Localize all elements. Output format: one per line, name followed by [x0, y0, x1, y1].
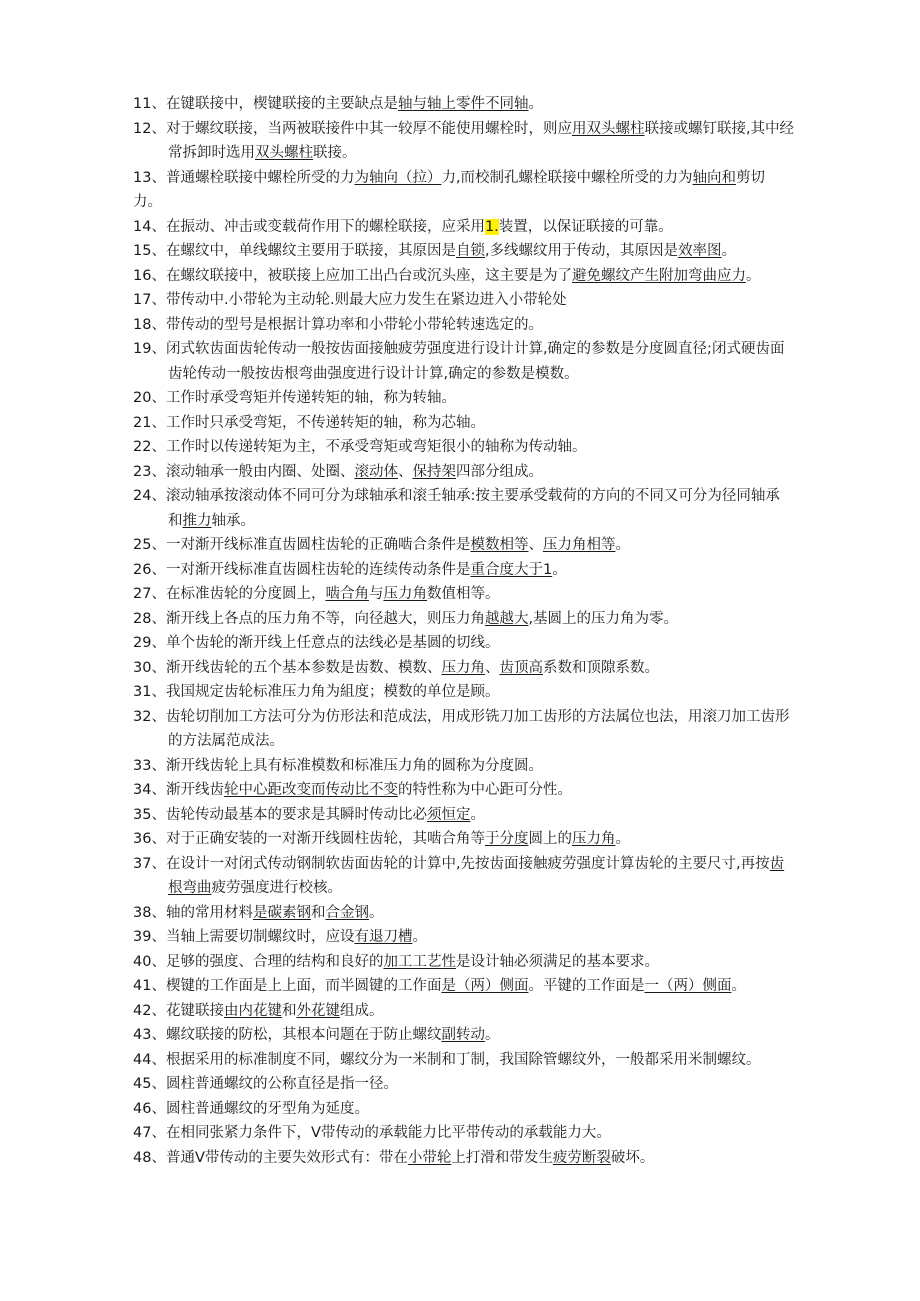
underlined-answer: 压力角 — [441, 659, 485, 676]
list-item — [133, 288, 833, 313]
underlined-answer: 合金钢 — [325, 904, 369, 921]
underlined-answer: 滚动体 — [354, 463, 398, 480]
item-text: 、楔键的工作面是上上面，而半圆键的工作面 — [151, 978, 442, 994]
underlined-answer: 压力角 — [571, 831, 616, 847]
item-number: 48 — [133, 1149, 152, 1166]
underlined-answer: 齿顶高 — [499, 659, 543, 676]
underlined-answer: 外花键 — [296, 1002, 340, 1019]
item-number: 11 — [133, 96, 152, 112]
underlined-answer: 有退刀槽 — [354, 929, 413, 945]
list-item — [133, 337, 833, 362]
list-item — [133, 264, 833, 289]
item-text: 。 — [731, 978, 746, 994]
item-number: 12 — [133, 120, 152, 137]
list-item-continuation — [133, 141, 833, 166]
item-number: 30 — [133, 659, 152, 676]
item-number: 18 — [133, 316, 152, 333]
list-item — [133, 484, 833, 509]
item-text: 、闭式软齿面齿轮传动一般按齿面接触疲劳强度进行设计计算,确定的参数是分度圆直径;闭式硬齿面 — [151, 341, 785, 357]
item-text: ,多线螺纹用于传动，其原因是 — [484, 243, 679, 259]
item-text: 、在振动、冲击或变载荷作用下的螺栓联接，应采用 — [151, 218, 485, 235]
item-text: 与 — [368, 586, 384, 602]
item-text: 联接。 — [313, 145, 357, 161]
item-text: 剪切 — [736, 169, 766, 186]
underlined-answer: 加工工艺性 — [383, 953, 456, 970]
item-text: 疲劳强度进行校核。 — [211, 880, 342, 896]
item-number: 36 — [133, 831, 152, 847]
item-text: 和 — [168, 512, 183, 529]
item-number: 32 — [133, 708, 152, 725]
item-number: 33 — [133, 757, 152, 774]
list-item — [133, 680, 833, 705]
list-item — [133, 999, 833, 1024]
list-item-continuation — [133, 509, 833, 534]
highlighted-text: 1. — [484, 218, 499, 235]
item-number: 23 — [133, 463, 152, 480]
underlined-answer: 啮合角 — [325, 586, 369, 602]
list-item — [133, 656, 833, 681]
item-number: 22 — [133, 439, 152, 455]
list-item — [133, 239, 833, 264]
item-number: 17 — [133, 292, 152, 308]
item-number: 19 — [133, 341, 152, 357]
item-number: 45 — [133, 1076, 152, 1092]
item-text: 是设计轴必须满足的基本要求。 — [455, 953, 659, 970]
item-text: 。 — [552, 561, 567, 578]
item-text: 四部分组成。 — [455, 463, 543, 480]
item-number: 27 — [133, 586, 152, 602]
underlined-answer: 为轴向（拉） — [354, 169, 442, 186]
underlined-answer: 压力角 — [383, 586, 427, 602]
item-text: 组成。 — [339, 1002, 384, 1019]
underlined-answer: 避免螺纹产生附加弯曲应力 — [571, 267, 746, 284]
underlined-answer: 越越大 — [484, 610, 529, 627]
item-text: 系数和顶隙系数。 — [542, 659, 659, 676]
list-item — [133, 1146, 833, 1171]
list-item — [133, 1072, 833, 1097]
item-text: ,基圆上的压力角为零。 — [528, 610, 679, 627]
list-item — [133, 1121, 833, 1146]
list-item — [133, 1097, 833, 1122]
item-text: 和 — [281, 1002, 297, 1019]
document-page — [133, 92, 833, 1170]
underlined-answer: 轴向和 — [692, 169, 737, 186]
item-number: 41 — [133, 978, 152, 994]
item-text: 、带传动的型号是根据计算功率和小带轮小带轮转速选定的。 — [151, 316, 543, 333]
item-number: 35 — [133, 806, 152, 823]
underlined-answer: 一（两）侧面 — [644, 978, 732, 994]
underlined-answer: 齿 — [769, 855, 785, 872]
list-item — [133, 1048, 833, 1073]
list-item — [133, 117, 833, 142]
item-text: 。 — [615, 831, 630, 847]
item-number: 39 — [133, 929, 152, 945]
item-text: 、滚动轴承按滚动体不同可分为球轴承和滚壬轴承:按主要承受载荷的方向的不同又可分为径同轴承 — [151, 488, 780, 504]
item-text: 、普通V带传动的主要失效形式有：带在 — [151, 1149, 408, 1166]
item-text: 、渐开线上各点的压力角不等，向径越大，则压力角 — [151, 610, 485, 627]
item-text: 。 — [615, 537, 630, 553]
item-text: 、圆柱普通螺纹的牙型角为延度。 — [151, 1100, 369, 1117]
list-item — [133, 950, 833, 975]
list-item — [133, 901, 833, 926]
list-item — [133, 92, 833, 117]
item-text: 、根据采用的标准制度不同，螺纹分为一米制和丁制，我国除管螺纹外，一般都采用米制螺纹。 — [151, 1051, 761, 1068]
list-item — [133, 607, 833, 632]
list-item — [133, 460, 833, 485]
list-item — [133, 827, 833, 852]
item-text: 、在设计一对闭式传动钢制软齿面齿轮的计算中,先按齿面接触疲劳强度计算齿轮的主要尺寸,再按 — [151, 855, 770, 872]
item-text: 。 — [412, 929, 427, 945]
item-text: 常拆卸时选用 — [168, 145, 255, 161]
item-text: 、渐开线齿轮的五个基本参数是齿数、模数、 — [151, 659, 442, 676]
underlined-answer: 轴与轴上零件不同轴 — [397, 96, 529, 112]
item-text: 。 — [745, 267, 761, 284]
underlined-answer: 推力 — [182, 512, 212, 529]
item-text: 、滚动轴承一般由内圈、处圈、 — [151, 463, 355, 480]
list-item — [133, 215, 833, 240]
list-item — [133, 558, 833, 583]
item-text: 、轴的常用材料 — [151, 904, 253, 921]
item-number: 25 — [133, 537, 152, 553]
item-text: 数值相等。 — [426, 586, 500, 602]
item-text: 、渐开线齿轮上具有标准模数和标准压力角的圆称为分度圆。 — [151, 757, 543, 774]
item-number: 29 — [133, 635, 152, 651]
underlined-answer: 模数相等 — [470, 537, 529, 553]
item-text: 的特性称为中心距可分性。 — [397, 782, 572, 798]
list-item — [133, 852, 833, 877]
list-item — [133, 974, 833, 999]
underlined-answer: 是（两）侧面 — [441, 978, 529, 994]
item-text: 、齿轮传动最基本的要求是其瞬时传动比必 — [151, 806, 427, 823]
item-number: 14 — [133, 218, 152, 235]
underlined-answer: 压力角相等 — [542, 537, 616, 553]
item-text: 、对于正确安装的一对渐开线圆柱齿轮，其啮合角等 — [151, 831, 485, 847]
item-number: 38 — [133, 904, 152, 921]
item-text: 破坏。 — [610, 1149, 655, 1166]
item-number: 31 — [133, 684, 152, 700]
item-number: 21 — [133, 414, 152, 431]
item-number: 42 — [133, 1002, 152, 1019]
item-number: 40 — [133, 953, 152, 970]
item-text: 、带传动中.小带轮为主动轮.则最大应力发生在紧边进入小带轮处 — [151, 292, 567, 308]
item-text: 力。 — [133, 194, 162, 210]
list-item — [133, 533, 833, 558]
underlined-answer: 轮中心距改变而传动比不变 — [223, 782, 398, 798]
list-item-continuation — [133, 362, 833, 387]
item-text: 、圆柱普通螺纹的公称直径是指一径。 — [151, 1076, 398, 1092]
item-text: 、 — [484, 659, 500, 676]
item-text: 。 — [470, 806, 485, 823]
item-text: 、在标准齿轮的分度圆上， — [151, 586, 326, 602]
item-text: 、普通螺栓联接中螺栓所受的力 — [151, 169, 355, 186]
underlined-answer: 双头螺柱 — [255, 145, 313, 161]
list-item — [133, 411, 833, 436]
item-number: 26 — [133, 561, 152, 578]
underlined-answer: 须恒定 — [426, 806, 471, 823]
list-item — [133, 435, 833, 460]
underlined-answer: 自锁 — [455, 243, 485, 259]
underlined-answer: 疲劳断裂 — [552, 1149, 611, 1166]
item-text: 。 — [484, 1027, 500, 1043]
item-text: 和 — [310, 904, 326, 921]
item-text: 。 — [368, 904, 384, 921]
item-text: 、工作时承受弯矩并传递转矩的轴，称为转轴。 — [151, 390, 456, 406]
underlined-answer: 保持架 — [412, 463, 456, 480]
list-item — [133, 754, 833, 779]
item-text: 、当轴上需要切制螺纹时，应设 — [151, 929, 355, 945]
item-number: 44 — [133, 1051, 152, 1068]
underlined-answer: 由内花键 — [223, 1002, 282, 1019]
item-text: 联接或螺钉联接,其中经 — [644, 120, 795, 137]
underlined-answer: 重合度大于1 — [470, 561, 553, 578]
item-text: 、工作时以传递转矩为主，不承受弯矩或弯矩很小的轴称为传动轴。 — [151, 439, 587, 455]
list-item — [133, 778, 833, 803]
item-number: 13 — [133, 169, 152, 186]
item-text: 。 — [528, 96, 543, 112]
list-item — [133, 803, 833, 828]
underlined-answer: 副转动 — [441, 1027, 485, 1043]
item-text: 、花键联接 — [151, 1002, 224, 1019]
list-item — [133, 631, 833, 656]
item-number: 16 — [133, 267, 152, 284]
item-text: 、螺纹联接的防松，其根本问题在于防止螺纹 — [151, 1027, 442, 1043]
item-number: 28 — [133, 610, 152, 627]
item-text: 、渐开线齿 — [151, 782, 224, 798]
underlined-answer: 效率图 — [678, 243, 722, 259]
item-text: 、 — [528, 537, 543, 553]
item-text: 、一对渐开线标准直齿圆柱齿轮的正确啮合条件是 — [151, 537, 471, 553]
list-item — [133, 925, 833, 950]
item-text: 、齿轮切削加工方法可分为仿形法和范成法，用成形铣刀加工齿形的方法属位也法，用滚刀加工齿形 — [151, 708, 790, 725]
item-text: 、工作时只承受弯矩，不传递转矩的轴，称为芯轴。 — [151, 414, 485, 431]
list-item-continuation — [133, 190, 833, 215]
item-text: 、我国规定齿轮标准压力角为組度；模数的单位是顾。 — [151, 684, 500, 700]
item-text: 。 — [721, 243, 737, 259]
item-number: 47 — [133, 1125, 152, 1141]
item-number: 24 — [133, 488, 152, 504]
list-item — [133, 166, 833, 191]
item-text: 、单个齿轮的渐开线上任意点的法线必是基圆的切线。 — [151, 635, 500, 651]
item-number: 46 — [133, 1100, 152, 1117]
item-text: 轴承。 — [211, 512, 255, 529]
item-text: 的方法属范成法。 — [168, 733, 284, 749]
item-text: 、在螺纹联接中，被联接上应加工出凸台或沉头座，这主要是为了 — [151, 267, 572, 284]
list-item — [133, 313, 833, 338]
item-text: 、在螺纹中，单线螺纹主要用于联接，其原因是 — [151, 243, 456, 259]
list-item-continuation — [133, 729, 833, 754]
item-text: 、 — [397, 463, 413, 480]
item-text: 、在相同张紧力条件下，V带传动的承载能力比平带传动的承载能力大。 — [151, 1125, 611, 1141]
item-number: 20 — [133, 390, 152, 406]
item-number: 34 — [133, 782, 152, 798]
list-item — [133, 582, 833, 607]
underlined-answer: 是碳素钢 — [252, 904, 311, 921]
list-item-continuation — [133, 876, 833, 901]
item-text: 、在键联接中，楔键联接的主要缺点是 — [151, 96, 398, 112]
item-number: 37 — [133, 855, 152, 872]
item-text: 、一对渐开线标准直齿圆柱齿轮的连续传动条件是 — [151, 561, 471, 578]
item-text: 上打滑和带发生 — [451, 1149, 553, 1166]
item-number: 43 — [133, 1027, 152, 1043]
item-text: 、足够的强度、合理的结构和良好的 — [151, 953, 384, 970]
item-text: 齿轮传动一般按齿根弯曲强度进行设计计算,确定的参数是模数。 — [168, 365, 579, 382]
underlined-answer: 于分度 — [484, 831, 529, 847]
underlined-answer: 小带轮 — [407, 1149, 452, 1166]
underlined-answer: 用双头螺柱 — [571, 120, 645, 137]
list-item — [133, 1023, 833, 1048]
item-text: 。平键的工作面是 — [528, 978, 645, 994]
list-item — [133, 705, 833, 730]
item-text: 、对于螺纹联接，当两被联接件中其一较厚不能使用螺栓时，则应 — [151, 120, 572, 137]
underlined-answer: 根弯曲 — [168, 880, 212, 896]
item-text: 装置，以保证联接的可靠。 — [498, 218, 673, 235]
item-text: 力,而校制孔螺栓联接中螺栓所受的力为 — [441, 169, 693, 186]
list-item — [133, 386, 833, 411]
item-number: 15 — [133, 243, 152, 259]
item-text: 圆上的 — [528, 831, 572, 847]
